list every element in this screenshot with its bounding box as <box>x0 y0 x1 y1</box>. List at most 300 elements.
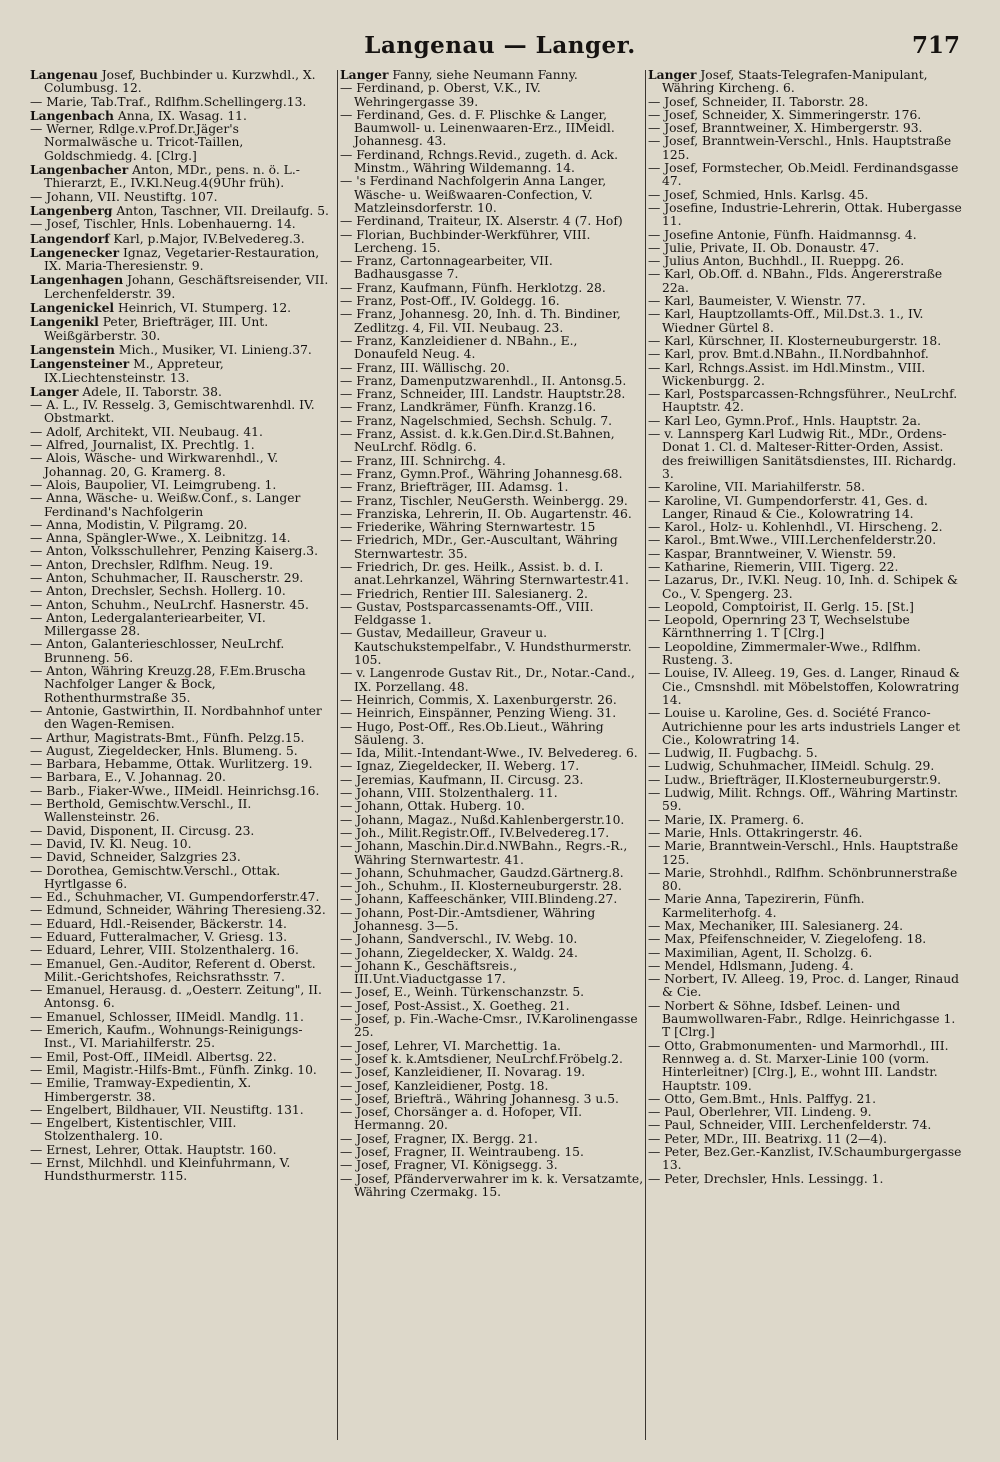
entry-text: — Gustav, Medailleur, Graveur u. Kautschukstempelfabr., V. Hundsthurmerstr. 105. <box>340 626 632 668</box>
directory-entry <box>340 588 644 601</box>
entry-text: — Louise u. Karoline, Ges. d. Société Franco-Autrichienne pour les arts industriels Langer et Cie., Kolowratring 14. <box>648 706 961 747</box>
directory-entry <box>340 481 644 494</box>
entry-text: Mich., Musiker, VI. Linieng.37. <box>114 342 312 357</box>
directory-entry <box>340 362 644 375</box>
directory-entry <box>340 401 644 414</box>
entry-text: — Ludwig, Milit. Rchngs. Off., Währing Martinstr. 59. <box>648 786 959 814</box>
directory-entry <box>30 838 334 851</box>
directory-entry <box>340 907 644 934</box>
entry-text: — Karoline, VI. Gumpendorferstr. 41, Ges. d. Langer, Rinaud & Cie., Kolowratring 14. <box>648 493 928 521</box>
entry-text: — Johann, Sandverschl., IV. Webg. 10. <box>340 932 578 947</box>
directory-entry <box>340 495 644 508</box>
directory-entry <box>340 1159 644 1172</box>
directory-entry <box>648 1119 964 1132</box>
entry-text: — Karol., Holz- u. Kohlenhdl., VI. Hirscheng. 2. <box>648 520 943 535</box>
entry-text: Josef, Staats-Telegrafen-Manipulant, Währing Kircheng. 6. <box>662 68 928 96</box>
entry-text: — Franz, Gymn.Prof., Währing Johannesg.68. <box>340 466 623 481</box>
entry-text: — Karl Leo, Gymn.Prof., Hnls. Hauptstr. 2a. <box>648 413 921 428</box>
directory-entry <box>340 229 644 256</box>
entry-text: — Leopold, Comptoirist, II. Gerlg. 15. [St.] <box>648 599 914 614</box>
entry-text: — Anton, Schuhmacher, II. Rauscherstr. 29. <box>30 570 304 585</box>
directory-entry <box>648 295 964 308</box>
directory-entry <box>30 1104 334 1117</box>
entry-surname: Langenhagen <box>30 272 124 288</box>
entry-text: — Engelbert, Bildhauer, VII. Neustiftg. 131. <box>30 1102 304 1117</box>
directory-entry <box>340 601 644 628</box>
entry-text: Heinrich, VI. Stumperg. 12. <box>114 301 292 316</box>
entry-surname: Langenbacher <box>30 162 129 178</box>
entry-text: Josef, Buchbinder u. Kurzwhdl., X. Columbusg. 12. <box>44 68 316 96</box>
directory-entry <box>648 1000 964 1040</box>
entry-text: — Josef, Fragner, VI. Königsegg. 3. <box>340 1158 558 1173</box>
entry-text: Peter, Briefträger, III. Unt. Weißgärberstr. 30. <box>44 315 269 343</box>
entry-surname: Langendorf <box>30 230 110 246</box>
entry-text: — Ed., Schuhmacher, VI. Gumpendorferstr.47. <box>30 890 320 905</box>
directory-entry <box>648 534 964 547</box>
directory-entry <box>648 667 964 707</box>
directory-entry <box>340 721 644 748</box>
entry-text: — August, Ziegeldecker, Hnls. Blumeng. 5. <box>30 743 298 758</box>
directory-entry <box>648 601 964 614</box>
entry-text: — Johann, Maschin.Dir.d.NWBahn., Regrs.-R., Währing Sternwartestr. 41. <box>340 839 628 867</box>
entry-text: — Josef, Formstecher, Ob.Meidl. Ferdinandsgasse 47. <box>648 161 959 189</box>
directory-entry <box>340 1066 644 1079</box>
entry-text: — Josef, Branntwein-Verschl., Hnls. Hauptstraße 125. <box>648 134 952 162</box>
directory-entry <box>30 638 334 665</box>
directory-entry <box>30 1024 334 1051</box>
directory-entry <box>30 865 334 892</box>
directory-entry <box>340 667 644 694</box>
directory-entry <box>30 585 334 598</box>
directory-entry <box>648 68 964 96</box>
entry-text: — Edmund, Schneider, Währing Theresieng.32. <box>30 903 326 918</box>
entry-text: — Emil, Magistr.-Hilfs-Bmt., Fünfh. Zinkg. 10. <box>30 1062 317 1077</box>
directory-entry <box>30 705 334 732</box>
entry-text: — Otto, Grabmonumenten- und Marmorhdl., III. Rennweg a. d. St. Marxer-Linie 100 (vorm. Hinterleitner) [Clrg.], E., wohnt III. Landstr. Hauptstr. 109. <box>648 1038 949 1093</box>
directory-entry <box>30 758 334 771</box>
entry-surname: Langenickel <box>30 300 115 316</box>
entry-text: — Leopold, Opernring 23 T, Wechselstube Kärnthnerring 1. T [Clrg.] <box>648 613 910 641</box>
directory-entry <box>340 534 644 561</box>
entry-text: — Heinrich, Einspänner, Penzing Wieng. 31. <box>340 706 617 721</box>
entry-text: — Josef, Schmied, Hnls. Karlsg. 45. <box>648 187 869 202</box>
entry-text: — Johann, VII. Neustiftg. 107. <box>30 189 218 204</box>
entry-text: — Emerich, Kaufm., Wohnungs-Reinigungs-Inst., VI. Mariahilferstr. 25. <box>30 1023 303 1051</box>
directory-entry <box>30 918 334 931</box>
directory-entry <box>340 455 644 468</box>
entry-text: — Anna, Modistin, V. Pilgramg. 20. <box>30 517 248 532</box>
entry-surname: Langenstein <box>30 341 115 357</box>
directory-entry <box>30 785 334 798</box>
entry-surname: Langenikl <box>30 314 99 330</box>
directory-entry <box>648 814 964 827</box>
directory-entry <box>648 893 964 920</box>
entry-text: — Franz, Kanzleidiener d. NBahn., E., Donaufeld Neug. 4. <box>340 333 578 362</box>
entry-text: — Franz, Kaufmann, Fünfh. Herklotzg. 28. <box>340 280 606 295</box>
entry-text: — Dorothea, Gemischtw.Verschl., Ottak. Hyrtlgasse 6. <box>30 863 281 891</box>
entry-text: — Ignaz, Ziegeldecker, II. Weberg. 17. <box>340 759 580 774</box>
directory-entry <box>340 760 644 773</box>
directory-entry <box>30 246 334 274</box>
entry-text: — A. L., IV. Resselg. 3, Gemischtwarenhdl. IV. Obstmarkt. <box>30 398 315 426</box>
entry-text: — Werner, Rdlge.v.Prof.Dr.Jäger's Normalwäsche u. Tricot-Taillen, Goldschmiedg. 4. [Clrg.] <box>30 122 244 163</box>
entry-text: — Franziska, Lehrerin, II. Ob. Augartenstr. 46. <box>340 506 632 521</box>
directory-entry <box>340 215 644 228</box>
directory-entry <box>648 840 964 867</box>
directory-entry <box>648 162 964 189</box>
entry-text: — Jeremias, Kaufmann, II. Circusg. 23. <box>340 772 584 787</box>
column-3 <box>648 68 964 1448</box>
directory-entry <box>30 399 334 426</box>
directory-entry <box>30 315 334 343</box>
entry-text: — Franz, Assist. d. k.k.Gen.Dir.d.St.Bahnen, NeuLrchf. Rödlg. 6. <box>340 427 615 455</box>
entry-text: — Marie Anna, Tapezirerin, Fünfh. Karmeliterhofg. 4. <box>648 892 865 920</box>
directory-entry <box>648 109 964 122</box>
entry-text: — Josef, Briefträ., Währing Johannesg. 3 u.5. <box>340 1091 619 1106</box>
entry-text: — Ida, Milit.-Intendant-Wwe., IV. Belvedereg. 6. <box>340 746 638 761</box>
directory-entry <box>648 96 964 109</box>
entry-text: — Anna, Spängler-Wwe., X. Leibnitzg. 14. <box>30 531 291 546</box>
entry-text: — Eduard, Futteralmacher, V. Griesg. 13. <box>30 930 288 944</box>
entry-text: — Friedrich, Rentier III. Salesianerg. 2. <box>340 586 588 601</box>
directory-entry <box>30 123 334 163</box>
entry-text: — Karl, Baumeister, V. Wienstr. 77. <box>648 294 866 309</box>
entry-text: — Karoline, VII. Mariahilferstr. 58. <box>648 480 866 495</box>
entry-text: M., Appreteur, IX.Liechtensteinstr. 13. <box>44 357 224 385</box>
directory-entry <box>648 561 964 574</box>
entry-text: — Anton, Galanterieschlosser, NeuLrchf. Brunneng. 56. <box>30 637 285 665</box>
entry-text: — Karl, Postsparcassen-Rchngsführer., NeuLrchf. Hauptstr. 42. <box>648 387 958 415</box>
entry-text: — Josefine Antonie, Fünfh. Haidmannsg. 4. <box>648 227 917 242</box>
entry-text: — Kaspar, Branntweiner, V. Wienstr. 59. <box>648 546 897 561</box>
entry-text: — Josef, Kanzleidiener, Postg. 18. <box>340 1078 549 1093</box>
entry-text: — Leopoldine, Zimmermaler-Wwe., Rdlfhm. Rusteng. 3. <box>648 639 921 668</box>
page-title: Langenau — Langer. <box>364 32 636 59</box>
directory-entry <box>30 612 334 639</box>
directory-entry <box>30 273 334 301</box>
directory-entry <box>648 268 964 295</box>
entry-text: — Adolf, Architekt, VII. Neubaug. 41. <box>30 424 263 439</box>
entry-text: Anton, Taschner, VII. Dreilaufg. 5. <box>112 203 329 218</box>
entry-text: — Anna, Wäsche- u. Weißw.Conf., s. Langer Ferdinand's Nachfolgerin <box>30 491 301 519</box>
directory-entry <box>648 189 964 202</box>
directory-entry <box>340 960 644 987</box>
entry-text: — Johann, Schuhmacher, Gaudzd.Gärtnerg.8. <box>340 865 624 880</box>
directory-entry <box>340 694 644 707</box>
directory-entry <box>648 521 964 534</box>
entry-text: — Johann, Kaffeeschänker, VIII.Blindeng.27. <box>340 892 618 907</box>
directory-entry <box>30 191 334 204</box>
directory-entry <box>340 1053 644 1066</box>
directory-entry <box>30 204 334 218</box>
directory-entry <box>30 452 334 479</box>
column-1 <box>30 68 334 1448</box>
entry-text: — Josef k. k.Amtsdiener, NeuLrchf.Fröbelg.2. <box>340 1051 623 1066</box>
page-header <box>0 30 1000 66</box>
entry-text: — David, Schneider, Salzgries 23. <box>30 850 241 865</box>
entry-text: — Johann, Ottak. Huberg. 10. <box>340 799 525 814</box>
directory-entry <box>648 1133 964 1146</box>
directory-entry <box>30 492 334 519</box>
entry-text: — Franz, Post-Off., IV. Goldegg. 16. <box>340 294 560 309</box>
directory-entry <box>648 960 964 973</box>
entry-text: Anna, IX. Wasag. 11. <box>113 108 247 123</box>
directory-entry <box>340 468 644 481</box>
entry-text: — Anton, Schuhm., NeuLrchf. Hasnerstr. 45. <box>30 597 309 612</box>
directory-entry <box>648 827 964 840</box>
entry-text: — Emilie, Tramway-Expedientin, X. Himbergerstr. 38. <box>30 1076 252 1104</box>
directory-entry <box>340 508 644 521</box>
directory-entry <box>648 1093 964 1106</box>
directory-entry <box>340 986 644 999</box>
directory-entry <box>30 357 334 385</box>
directory-entry <box>340 521 644 534</box>
directory-entry <box>340 933 644 946</box>
directory-entry <box>648 388 964 415</box>
directory-entry <box>340 1133 644 1146</box>
entry-text: — Julius Anton, Buchhdl., II. Rueppg. 26. <box>648 254 905 269</box>
directory-entry <box>648 481 964 494</box>
entry-surname: Langer <box>30 383 79 399</box>
directory-entry <box>340 109 644 149</box>
entry-text: — Florian, Buchbinder-Werkführer, VIII. Lercheng. 15. <box>340 227 591 255</box>
entry-text: — Friedrich, Dr. ges. Heilk., Assist. b. d. I. anat.Lehrkanzel, Währing Sternwartestr.41. <box>340 559 629 588</box>
directory-entry <box>340 774 644 787</box>
directory-entry <box>30 891 334 904</box>
directory-entry <box>648 973 964 1000</box>
directory-entry <box>648 641 964 668</box>
column-divider <box>645 70 646 1440</box>
entry-text: — Johann, VIII. Stolzenthalerg. 11. <box>340 786 558 801</box>
directory-entry <box>30 1117 334 1144</box>
directory-entry <box>30 163 334 191</box>
entry-text: — Gustav, Postsparcassenamts-Off., VIII. Feldgasse 1. <box>340 599 594 628</box>
directory-entry <box>30 1064 334 1077</box>
directory-entry <box>30 984 334 1011</box>
directory-entry <box>340 1000 644 1013</box>
directory-entry <box>648 947 964 960</box>
directory-entry <box>340 561 644 588</box>
entry-text: — Eduard, Hdl.-Reisender, Bäckerstr. 14. <box>30 916 287 931</box>
directory-entry <box>30 1157 334 1184</box>
directory-entry <box>30 1011 334 1024</box>
directory-entry <box>30 426 334 439</box>
entry-text: — Anton, Ledergalanteriearbeiter, VI. Millergasse 28. <box>30 610 266 639</box>
directory-entry <box>648 428 964 481</box>
entry-text: — Marie, Branntwein-Verschl., Hnls. Hauptstraße 125. <box>648 839 959 867</box>
directory-entry <box>648 614 964 641</box>
directory-entry <box>648 135 964 162</box>
entry-text: — Max, Mechaniker, III. Salesianerg. 24. <box>648 919 904 933</box>
entry-text: — Josef, p. Fin.-Wache-Cmsr., IV.Karolinengasse 25. <box>340 1012 638 1040</box>
directory-entry <box>648 774 964 787</box>
entry-surname: Langenecker <box>30 244 120 260</box>
entry-text: — Johann, Magaz., Nußd.Kahlenbergerstr.10. <box>340 812 625 827</box>
directory-entry <box>30 109 334 123</box>
entry-text: — Josefine, Industrie-Lehrerin, Ottak. Hubergasse 11. <box>648 200 962 229</box>
entry-text: — v. Lannsperg Karl Ludwig Rit., MDr., Ordens-Donat 1. Cl. d. Malteser-Ritter-Orden, Assist. des freiwilligen Sanitätsdienstes, III. Richardg. 3. <box>648 427 957 481</box>
entry-text: — Peter, Bez.Ger.-Kanzlist, IV.Schaumburgergasse 13. <box>648 1145 962 1173</box>
entry-text: — Berthold, Gemischtw.Verschl., II. Wallensteinstr. 26. <box>30 797 252 825</box>
directory-entry <box>30 771 334 784</box>
directory-entry <box>340 428 644 455</box>
entry-surname: Langenau <box>30 68 98 82</box>
directory-entry <box>648 415 964 428</box>
entry-text: — Josef, Branntweiner, X. Himbergerstr. 93. <box>648 121 923 136</box>
entry-text: — Emanuel, Herausg. d. „Oesterr. Zeitung", II. Antonsg. 6. <box>30 983 322 1011</box>
entry-text: — Ferdinand, Traiteur, IX. Alserstr. 4 (7. Hof) <box>340 214 623 229</box>
entry-text: — Otto, Gem.Bmt., Hnls. Palffyg. 21. <box>648 1091 877 1106</box>
directory-entry <box>340 1146 644 1159</box>
entry-text: Karl, p.Major, IV.Belvedereg.3. <box>109 231 305 246</box>
entry-text: — Alois, Wäsche- und Wirkwarenhdl., V. Johannag. 20, G. Kramerg. 8. <box>30 451 279 479</box>
directory-entry <box>30 732 334 745</box>
directory-entry <box>340 295 644 308</box>
entry-text: — Julie, Private, II. Ob. Donaustr. 47. <box>648 240 880 255</box>
entry-text: — Alfred, Journalist, IX. Prechtlg. 1. <box>30 438 255 453</box>
entry-text: — Josef, Schneider, II. Taborstr. 28. <box>648 94 869 109</box>
directory-entry <box>30 479 334 492</box>
entry-text: — Franz, III. Schnirchg. 4. <box>340 453 506 468</box>
entry-text: — Marie, Tab.Traf., Rdlfhm.Schellingerg.13. <box>30 94 307 109</box>
entry-text: Fanny, siehe Neumann Fanny. <box>388 68 578 82</box>
entry-text: — Ludwig, II. Fugbachg. 5. <box>648 746 818 761</box>
entry-text: — Anton, Volksschullehrer, Penzing Kaiserg.3. <box>30 544 318 559</box>
directory-entry <box>340 814 644 827</box>
directory-entry <box>30 798 334 825</box>
directory-entry <box>648 1173 964 1186</box>
directory-entry <box>30 572 334 585</box>
entry-text: — Franz, Johannesg. 20, Inh. d. Th. Bindiner, Zedlitzg. 4, Fil. VII. Neubaug. 23. <box>340 307 621 335</box>
entry-text: — Ferdinand, p. Oberst, V.K., IV. Wehringergasse 39. <box>340 81 541 109</box>
directory-entry <box>648 348 964 361</box>
directory-entry <box>340 1040 644 1053</box>
directory-entry <box>340 827 644 840</box>
directory-entry <box>648 255 964 268</box>
directory-entry <box>648 920 964 933</box>
directory-entry <box>30 825 334 838</box>
directory-entry <box>648 495 964 522</box>
directory-entry <box>340 707 644 720</box>
entry-surname: Langensteiner <box>30 356 130 372</box>
directory-entry <box>648 574 964 601</box>
directory-entry <box>340 880 644 893</box>
directory-entry <box>648 229 964 242</box>
entry-text: — Paul, Schneider, VIII. Lerchenfelderstr. 74. <box>648 1118 932 1133</box>
directory-entry <box>648 787 964 814</box>
directory-entry <box>340 800 644 813</box>
entry-text: — Josef, Lehrer, VI. Marchettig. 1a. <box>340 1038 561 1053</box>
entry-text: — Anton, Drechsler, Rdlfhm. Neug. 19. <box>30 557 273 572</box>
entry-surname: Langer <box>648 68 697 82</box>
directory-entry <box>30 1144 334 1157</box>
entry-text: — Karl, Hauptzollamts-Off., Mil.Dst.3. 1., IV. Wiedner Gürtel 8. <box>648 307 924 335</box>
directory-entry <box>30 1077 334 1104</box>
entry-text: — Johann, Ziegeldecker, X. Waldg. 24. <box>340 945 578 960</box>
entry-text: — Josef, Tischler, Hnls. Lobenhauerng. 14. <box>30 217 296 232</box>
entry-text: — Franz, III. Wällischg. 20. <box>340 360 510 375</box>
entry-text: — Barbara, Hebamme, Ottak. Wurlitzerg. 19. <box>30 757 313 772</box>
directory-entry <box>340 82 644 109</box>
directory-entry <box>340 627 644 667</box>
entry-text: — Franz, Landkrämer, Fünfh. Kranzg.16. <box>340 400 597 415</box>
entry-text: — Hugo, Post-Off., Res.Ob.Lieut., Währing Säuleng. 3. <box>340 719 604 747</box>
directory-entry <box>648 548 964 561</box>
directory-entry <box>30 851 334 864</box>
directory-entry <box>340 335 644 362</box>
directory-entry <box>30 385 334 399</box>
entry-text: — Louise, IV. Alleeg. 19, Ges. d. Langer, Rinaud & Cie., Cmsnshdl. mit Möbelstoffen, Kolowratring 14. <box>648 666 960 707</box>
directory-entry <box>648 308 964 335</box>
directory-entry <box>30 96 334 109</box>
entry-text: — Franz, Briefträger, III. Adamsg. 1. <box>340 480 569 495</box>
entry-text: — Josef, Pfänderverwahrer im k. k. Versatzamte, Währing Czermakg. 15. <box>340 1171 644 1199</box>
entry-text: — Anton, Währing Kreuzg.28, F.Em.Bruscha Nachfolger Langer & Bock, Rothenthurmstraße 35. <box>30 664 306 705</box>
directory-entry <box>30 745 334 758</box>
entry-text: — Friedrich, MDr., Ger.-Auscultant, Währing Sternwartestr. 35. <box>340 533 618 561</box>
entry-text: — Joh., Schuhm., II. Klosterneuburgerstr. 28. <box>340 879 623 894</box>
entry-text: — Emanuel, Gen.-Auditor, Referent d. Oberst. Milit.-Gerichtshofes, Reichsrathsstr. 7. <box>30 956 316 984</box>
directory-entry <box>30 944 334 957</box>
entry-text: — Franz, Tischler, NeuGersth. Weinbergg. 29. <box>340 493 628 508</box>
entry-text: — Marie, IX. Pramerg. 6. <box>648 812 805 827</box>
entry-text: Ignaz, Vegetarier-Restauration, IX. Maria-Theresienstr. 9. <box>44 245 320 274</box>
directory-entry <box>340 308 644 335</box>
directory-entry <box>30 218 334 231</box>
column-2 <box>340 68 644 1448</box>
directory-entry <box>648 933 964 946</box>
entry-text: — Norbert & Söhne, Idsbef. Leinen- und Baumwollwaren-Fabr., Rdlge. Heinrichgasse 1. T [Clrg.] <box>648 998 956 1040</box>
entry-text: — Engelbert, Kistentischler, VIII. Stolzenthalerg. 10. <box>30 1116 237 1144</box>
directory-entry <box>30 958 334 985</box>
directory-entry <box>30 519 334 532</box>
directory-entry <box>648 867 964 894</box>
entry-text: — Joh., Milit.Registr.Off., IV.Belvedereg.17. <box>340 825 610 840</box>
entry-text: — Ludwig, Schuhmacher, IIMeidl. Schulg. 29. <box>648 759 935 774</box>
entry-text: — Marie, Hnls. Ottakringerstr. 46. <box>648 825 863 840</box>
entry-text: — Peter, Drechsler, Hnls. Lessingg. 1. <box>648 1171 884 1186</box>
entry-text: — Josef, Kanzleidiener, II. Novarag. 19. <box>340 1065 586 1080</box>
entry-text: — Anton, Drechsler, Sechsh. Hollerg. 10. <box>30 584 286 599</box>
entry-text: — Marie, Strohhdl., Rdlfhm. Schönbrunnerstraße 80. <box>648 865 958 894</box>
entry-text: — Eduard, Lehrer, VIII. Stolzenthalerg. 16. <box>30 943 299 958</box>
column-divider <box>337 70 338 1440</box>
entry-text: — Heinrich, Commis, X. Laxenburgerstr. 26. <box>340 692 617 707</box>
directory-entry <box>340 149 644 176</box>
entry-text: — Emil, Post-Off., IIMeidl. Albertsg. 22. <box>30 1049 277 1064</box>
entry-text: — Franz, Schneider, III. Landstr. Hauptstr.28. <box>340 387 626 402</box>
directory-entry <box>340 747 644 760</box>
entry-text: — Katharine, Riemerin, VIII. Tigerg. 22. <box>648 559 899 574</box>
entry-text: — Franz, Damenputzwarenhdl., II. Antonsg.5. <box>340 373 627 388</box>
entry-text: — Ferdinand, Ges. d. F. Plischke & Langer, Baumwoll- u. Leinenwaaren-Erz., IIMeidl. Johannesg. 43. <box>340 107 615 149</box>
directory-entry <box>340 947 644 960</box>
entry-text: — Norbert, IV. Alleeg. 19, Proc. d. Langer, Rinaud & Cie. <box>648 972 959 1000</box>
entry-text: — Alois, Baupolier, VI. Leimgrubeng. 1. <box>30 477 277 492</box>
directory-entry <box>340 375 644 388</box>
entry-text: — Ludw., Briefträger, II.Klosterneuburgerstr.9. <box>648 772 942 787</box>
directory-entry <box>340 1080 644 1093</box>
entry-text: Johann, Geschäftsreisender, VII. Lerchenfelderstr. 39. <box>44 273 329 301</box>
entry-text: — Lazarus, Dr., IV.Kl. Neug. 10, Inh. d. Schipek & Co., V. Spengerg. 23. <box>648 573 958 601</box>
entry-surname: Langenberg <box>30 202 113 218</box>
page-number: 717 <box>911 32 960 59</box>
directory-entry <box>30 301 334 315</box>
entry-text: — Johann K., Geschäftsreis., III.Unt.Viaductgasse 17. <box>340 958 518 987</box>
directory-entry <box>340 255 644 282</box>
directory-entry <box>648 1146 964 1173</box>
entry-text: Adele, II. Taborstr. 38. <box>78 384 222 399</box>
